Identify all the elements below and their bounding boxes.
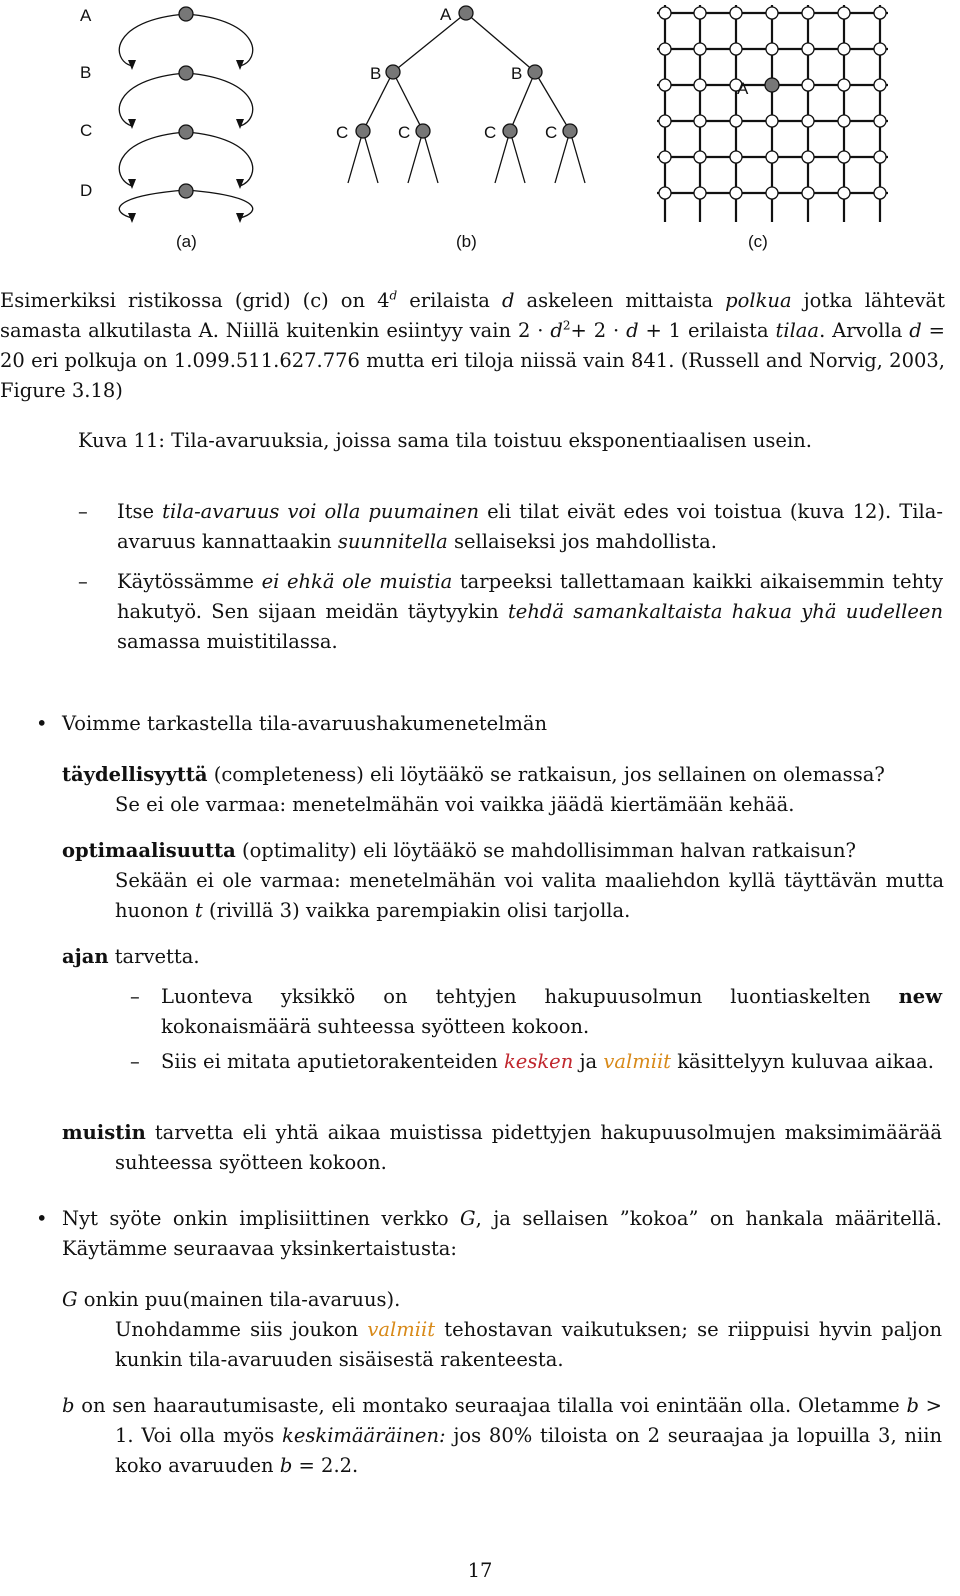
dash-item-1: – Itse tila-avaruus voi olla puumainen eli tilat eivät edes voi toistua (kuva 12). Tila-avaruus kannattaakin suunnitella sellaiseksi jos mahdollista. xyxy=(78,497,943,557)
fig-a-node-label: B xyxy=(80,63,92,82)
figure-state-spaces xyxy=(0,0,960,262)
fig-b-mid-label: B xyxy=(370,64,382,83)
dash-marker: – xyxy=(130,1050,140,1073)
fig-b-mid-label: B xyxy=(511,64,523,83)
fig-c-caption: (c) xyxy=(748,232,768,251)
dash-item-2: – Käytössämme ei ehkä ole muistia tarpeeksi tallettamaan kaikki aikaisemmin tehty hakutyö. Sen sijaan meidän täytyykin tehdä samankaltaista hakua yhä uudelleen samassa muistitilassa. xyxy=(78,567,943,657)
fig-b-leaf-label: C xyxy=(545,123,558,142)
figure-a xyxy=(80,6,253,251)
page-number: 17 xyxy=(467,1559,493,1582)
figure-caption: Kuva 11: Tila-avaruuksia, joissa sama tila toistuu eksponentiaalisen usein. xyxy=(78,429,812,452)
dash-marker: – xyxy=(130,985,140,1008)
figure-b xyxy=(336,5,585,251)
fig-b-leaf-label: C xyxy=(398,123,411,142)
bullet-item-2: • Nyt syöte onkin implisiittinen verkko G, ja sellaisen ”kokoa” on hankala määritellä. Käytämme seuraavaa yksinkertaistusta: xyxy=(36,1204,942,1264)
fig-b-leaf-label: C xyxy=(484,123,497,142)
dash-marker: – xyxy=(78,500,88,523)
sub-dash-item-1: – Luonteva yksikkö on tehtyjen hakupuusolmun luontiaskelten new kokonaismäärä suhteessa syötteen kokoon. xyxy=(130,982,942,1042)
bullet-item-1: • Voimme tarkastella tila-avaruushakumenetelmän xyxy=(36,709,941,739)
bullet-marker: • xyxy=(36,1207,48,1230)
term-optimality: optimaalisuutta (optimality) eli löytääkö se mahdollisimman halvan ratkaisun? Sekään ei ole varmaa: menetelmähän voi valita maaliehdon kyllä täyttävän mutta huonon t (rivillä 3) vaikka parempiakin olisi tarjolla. xyxy=(62,839,944,922)
intro-paragraph: Esimerkiksi ristikossa (grid) (c) on 4$^d$ erilaista d askeleen mittaista polkua jotka lähtevät samasta alkutilasta A. Niillä kuitenkin esiintyy vain $2 \cdot d^2+ 2 \cdot d + 1$ erilaista tilaa. Arvolla d = 20 eri polkuja on 1.099.511.627.776 mutta eri tiloja niissä vain 841. (Russell and Norvig, 2003, Figure 3.18) xyxy=(0,288,945,402)
bullet-marker: • xyxy=(36,712,48,735)
fig-b-caption: (b) xyxy=(456,232,477,251)
fig-a-caption: (a) xyxy=(176,232,197,251)
term-b: b on sen haarautumisaste, eli montako seuraajaa tilalla voi enintään olla. Oletamme b > 1. Voi olla myös keskimääräinen: jos 80% tiloista on 2 seuraajaa ja lopuilla 3, niin koko avaruuden b = 2.2. xyxy=(62,1394,942,1477)
term-memory: muistin tarvetta eli yhtä aikaa muistissa pidettyjen hakupuusolmujen maksimimäärää suhteessa syötteen kokoon. xyxy=(62,1121,942,1174)
dash-marker: – xyxy=(78,570,88,593)
term-g: G onkin puu(mainen tila-avaruus). Unohdamme siis joukon valmiit tehostavan vaikutuksen; se riippuisi hyvin paljon kunkin tila-avaruuden sisäisestä rakenteesta. xyxy=(62,1288,943,1371)
fig-a-node-label: A xyxy=(80,6,92,25)
fig-b-leaf-label: C xyxy=(336,123,349,142)
term-completeness: täydellisyyttä (completeness) eli löytääkö se ratkaisun, jos sellainen on olemassa? Se ei ole varmaa: menetelmähän voi vaikka jäädä kiertämään kehää. xyxy=(62,763,885,816)
fig-b-root-label: A xyxy=(440,5,452,24)
fig-c-node-label: A xyxy=(737,79,749,98)
fig-a-node-label: C xyxy=(80,121,93,140)
term-time: ajan tarvetta. xyxy=(62,945,200,968)
fig-a-node-label: D xyxy=(80,181,93,200)
fig-c-start-node xyxy=(765,78,779,92)
sub-dash-item-2: – Siis ei mitata aputietorakenteiden kesken ja valmiit käsittelyyn kuluvaa aikaa. xyxy=(130,1047,942,1077)
figure-c xyxy=(657,5,888,251)
